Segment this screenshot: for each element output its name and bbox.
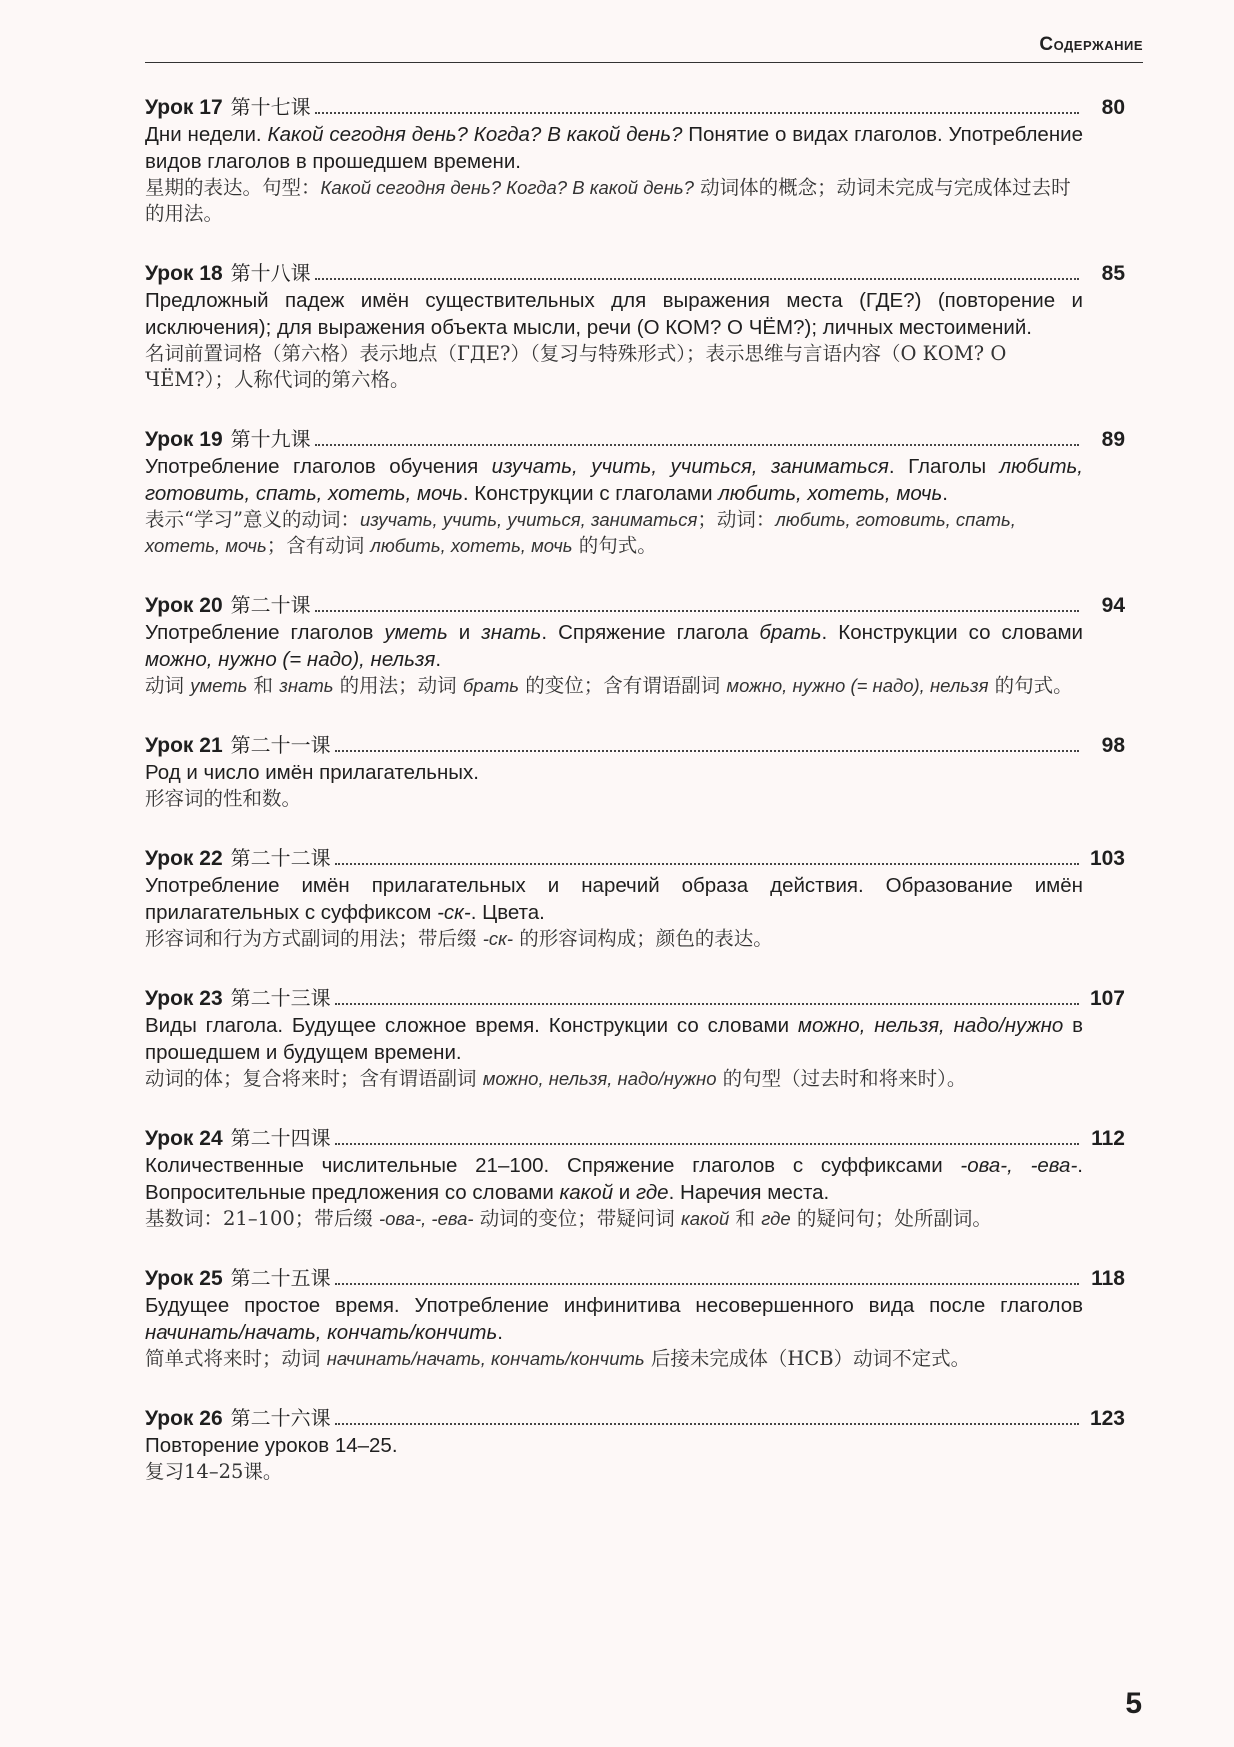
dot-leader xyxy=(335,1003,1079,1005)
toc-entry[interactable] xyxy=(145,985,1125,1092)
text-run: 名词前置词格（第六格）表示地点（ГДЕ?）（复习与特殊形式）；表示思维与言语内容（О КОМ? О ЧЁМ?）；人称代词的第六格。 xyxy=(145,342,1007,391)
lesson-chinese-title: 第二十二课 xyxy=(230,846,331,870)
text-run: Повторение уроков 14–25. xyxy=(145,1434,398,1457)
text-run: 和 xyxy=(247,674,280,697)
italic-term: знать xyxy=(279,675,334,696)
text-run: 基数词：21–100；带后缀 xyxy=(145,1207,379,1230)
text-run: 形容词和行为方式副词的用法；带后缀 xyxy=(145,927,483,950)
text-run: Виды глагола. Будущее сложное время. Конструкции со словами xyxy=(145,1014,798,1037)
italic-term: какой xyxy=(680,1208,730,1229)
toc-entry-heading xyxy=(145,1405,1125,1432)
page-ref[interactable]: 94 xyxy=(1101,594,1125,617)
text-run: в прошедшем и будущем времени. xyxy=(145,1014,1083,1064)
section-title: Содержание xyxy=(1039,34,1143,55)
dot-leader xyxy=(335,1423,1079,1425)
lesson-label: Урок 25 xyxy=(145,1267,223,1290)
text-run: Употребление имён прилагательных и наречий образа действия. Образование имён прилагательных с суффиксом xyxy=(145,874,1083,924)
chinese-description xyxy=(145,1459,1125,1485)
toc-entry-heading xyxy=(145,985,1125,1012)
italic-term: Какой сегодня день? Когда? В какой день? xyxy=(320,177,694,198)
lesson-chinese-title: 第二十五课 xyxy=(230,1266,331,1290)
lesson-chinese-title: 第二十六课 xyxy=(230,1406,331,1430)
text-run: 动词的体；复合将来时；含有谓语副词 xyxy=(145,1067,483,1090)
text-run: 后接未完成体（НСВ）动词不定式。 xyxy=(644,1347,971,1370)
russian-description xyxy=(145,1292,1125,1346)
toc-entry[interactable] xyxy=(145,845,1125,952)
italic-term: уметь xyxy=(384,621,448,644)
russian-description xyxy=(145,1012,1125,1066)
dot-leader xyxy=(315,278,1079,280)
page-ref[interactable]: 123 xyxy=(1089,1407,1125,1430)
italic-term: любить, хотеть, мочь xyxy=(718,482,943,505)
text-run: 动词体的概念；动词未完成与完成体过去时的用法。 xyxy=(145,176,1071,225)
italic-term: изучать, учить, учиться, заниматься xyxy=(491,455,889,478)
page-ref[interactable]: 89 xyxy=(1101,428,1125,451)
russian-description xyxy=(145,453,1125,507)
page-ref[interactable]: 112 xyxy=(1091,1127,1125,1150)
russian-description xyxy=(145,619,1125,673)
text-run: . Вопросительные предложения со словами xyxy=(145,1154,1083,1204)
chinese-description xyxy=(145,341,1125,393)
toc-entry[interactable] xyxy=(145,1265,1125,1372)
chinese-description xyxy=(145,926,1125,952)
dot-leader xyxy=(315,610,1079,612)
lesson-label: Урок 23 xyxy=(145,987,223,1010)
text-run: Употребление глаголов обучения xyxy=(145,455,492,478)
dot-leader xyxy=(335,863,1079,865)
text-run: 的变位；含有谓语副词 xyxy=(519,674,727,697)
lesson-label: Урок 21 xyxy=(145,734,223,757)
dot-leader xyxy=(335,1143,1079,1145)
table-of-contents xyxy=(145,94,1125,1518)
toc-entry-heading xyxy=(145,1125,1125,1152)
russian-description xyxy=(145,121,1125,175)
page-number: 5 xyxy=(1125,1687,1142,1720)
russian-description xyxy=(145,759,1125,786)
italic-term: где xyxy=(761,1208,791,1229)
russian-description xyxy=(145,287,1125,341)
text-run: 星期的表达。句型： xyxy=(145,176,321,199)
italic-term: можно, нужно (= надо), нельзя xyxy=(145,648,436,671)
lesson-chinese-title: 第十七课 xyxy=(230,95,311,119)
text-run: . Цвета. xyxy=(470,901,545,924)
text-run: ；含有动词 xyxy=(266,534,371,557)
page-ref[interactable]: 98 xyxy=(1101,734,1125,757)
italic-term: любить, готовить, спать, хотеть, мочь xyxy=(145,509,1016,556)
chinese-description xyxy=(145,1206,1125,1232)
italic-term: Какой сегодня день? Когда? В какой день? xyxy=(267,123,683,146)
toc-entry[interactable] xyxy=(145,426,1125,559)
chinese-description xyxy=(145,1346,1125,1372)
chinese-description xyxy=(145,175,1125,227)
dot-leader xyxy=(315,444,1079,446)
lesson-label: Урок 19 xyxy=(145,428,223,451)
lesson-chinese-title: 第二十课 xyxy=(230,593,311,617)
page-ref[interactable]: 103 xyxy=(1089,847,1125,870)
lesson-label: Урок 20 xyxy=(145,594,223,617)
italic-term: можно, нельзя, надо/нужно xyxy=(797,1014,1064,1037)
italic-term: какой xyxy=(559,1181,614,1204)
text-run: 的疑问句；处所副词。 xyxy=(790,1207,992,1230)
text-run: . Конструкции со словами xyxy=(821,621,1084,644)
italic-term: брать xyxy=(462,675,520,696)
text-run: Понятие о видах глаголов. Употребление видов глаголов в прошедшем времени. xyxy=(145,123,1084,173)
text-run: . Наречия места. xyxy=(668,1181,830,1204)
page-ref[interactable]: 85 xyxy=(1101,262,1125,285)
toc-entry[interactable] xyxy=(145,592,1125,699)
italic-term: -ск- xyxy=(437,901,471,924)
text-run: 的形容词构成；颜色的表达。 xyxy=(513,927,773,950)
italic-term: уметь xyxy=(190,675,248,696)
chinese-description xyxy=(145,786,1125,812)
text-run: . xyxy=(435,648,442,671)
text-run: 的句型（过去时和将来时）。 xyxy=(716,1067,967,1090)
toc-entry[interactable] xyxy=(145,94,1125,227)
text-run: 的句式。 xyxy=(572,534,657,557)
toc-entry-heading xyxy=(145,732,1125,759)
lesson-label: Урок 22 xyxy=(145,847,223,870)
russian-description xyxy=(145,1152,1125,1206)
text-run: Предложный падеж имён существительных для выражения места (ГДЕ?) (повторение и исключения); для выражения объекта мысли, речи (О КОМ? О ЧЁМ?); личных местоимений. xyxy=(145,289,1083,339)
dot-leader xyxy=(315,112,1079,114)
lesson-chinese-title: 第十八课 xyxy=(230,261,311,285)
toc-entry-heading xyxy=(145,592,1125,619)
dot-leader xyxy=(335,750,1079,752)
text-run: . xyxy=(942,482,948,505)
text-run: 表示“学习”意义的动词： xyxy=(145,508,360,531)
toc-entry[interactable] xyxy=(145,1405,1125,1485)
text-run: 和 xyxy=(729,1207,762,1230)
lesson-label: Урок 26 xyxy=(145,1407,223,1430)
chinese-description xyxy=(145,1066,1125,1092)
text-run: 动词 xyxy=(145,674,191,697)
italic-term: можно, нужно (= надо), нельзя xyxy=(726,675,989,696)
text-run: . xyxy=(497,1321,503,1344)
russian-description xyxy=(145,1432,1125,1459)
toc-entry[interactable] xyxy=(145,732,1125,812)
text-run: Будущее простое время. Употребление инфинитива несовершенного вида после глаголов xyxy=(145,1294,1083,1317)
running-header xyxy=(145,28,1143,63)
text-run: Род и число имён прилагательных. xyxy=(145,761,479,784)
page-ref[interactable]: 107 xyxy=(1089,987,1125,1010)
italic-term: брать xyxy=(759,621,822,644)
toc-entry[interactable] xyxy=(145,1125,1125,1232)
text-run: 形容词的性和数。 xyxy=(145,787,302,810)
russian-description xyxy=(145,872,1125,926)
italic-term: -ова-, -ева- xyxy=(378,1208,474,1229)
text-run: Количественные числительные 21–100. Спряжение глаголов с суффиксами xyxy=(145,1154,961,1177)
toc-entry[interactable] xyxy=(145,260,1125,393)
text-run: и xyxy=(613,1181,636,1204)
lesson-label: Урок 24 xyxy=(145,1127,223,1150)
text-run: . Глаголы xyxy=(888,455,1000,478)
italic-term: -ск- xyxy=(482,928,514,949)
page-ref[interactable]: 118 xyxy=(1091,1267,1125,1290)
text-run: Дни недели. xyxy=(145,123,268,146)
toc-entry-heading xyxy=(145,1265,1125,1292)
italic-term: начинать/начать, кончать/кончить xyxy=(145,1321,498,1344)
text-run: 的用法；动词 xyxy=(333,674,463,697)
dot-leader xyxy=(335,1283,1079,1285)
text-run: и xyxy=(447,621,482,644)
italic-term: изучать, учить, учиться, заниматься xyxy=(359,509,698,530)
text-run: 简单式将来时；动词 xyxy=(145,1347,327,1370)
text-run: . Спряжение глагола xyxy=(541,621,760,644)
lesson-label: Урок 17 xyxy=(145,96,223,119)
toc-entry-heading xyxy=(145,845,1125,872)
italic-term: любить, готовить, спать, хотеть, мочь xyxy=(145,455,1083,505)
italic-term: знать xyxy=(481,621,542,644)
chinese-description xyxy=(145,673,1125,699)
lesson-chinese-title: 第二十三课 xyxy=(230,986,331,1010)
toc-entry-heading xyxy=(145,426,1125,453)
lesson-chinese-title: 第二十四课 xyxy=(230,1126,331,1150)
text-run: 复习14–25课。 xyxy=(145,1460,283,1483)
italic-term: можно, нельзя, надо/нужно xyxy=(482,1068,717,1089)
italic-term: любить, хотеть, мочь xyxy=(370,535,573,556)
lesson-label: Урок 18 xyxy=(145,262,223,285)
text-run: 的句式。 xyxy=(988,674,1073,697)
italic-term: -ова-, -ева- xyxy=(960,1154,1078,1177)
toc-entry-heading xyxy=(145,94,1125,121)
italic-term: начинать/начать, кончать/кончить xyxy=(326,1348,645,1369)
text-run: 动词的变位；带疑问词 xyxy=(473,1207,681,1230)
italic-term: где xyxy=(635,1181,669,1204)
lesson-chinese-title: 第二十一课 xyxy=(230,733,331,757)
text-run: ；动词： xyxy=(697,508,776,531)
toc-entry-heading xyxy=(145,260,1125,287)
page-ref[interactable]: 80 xyxy=(1101,96,1125,119)
chinese-description xyxy=(145,507,1125,559)
text-run: . Конструкции с глаголами xyxy=(462,482,719,505)
text-run: Употребление глаголов xyxy=(145,621,385,644)
lesson-chinese-title: 第十九课 xyxy=(230,427,311,451)
